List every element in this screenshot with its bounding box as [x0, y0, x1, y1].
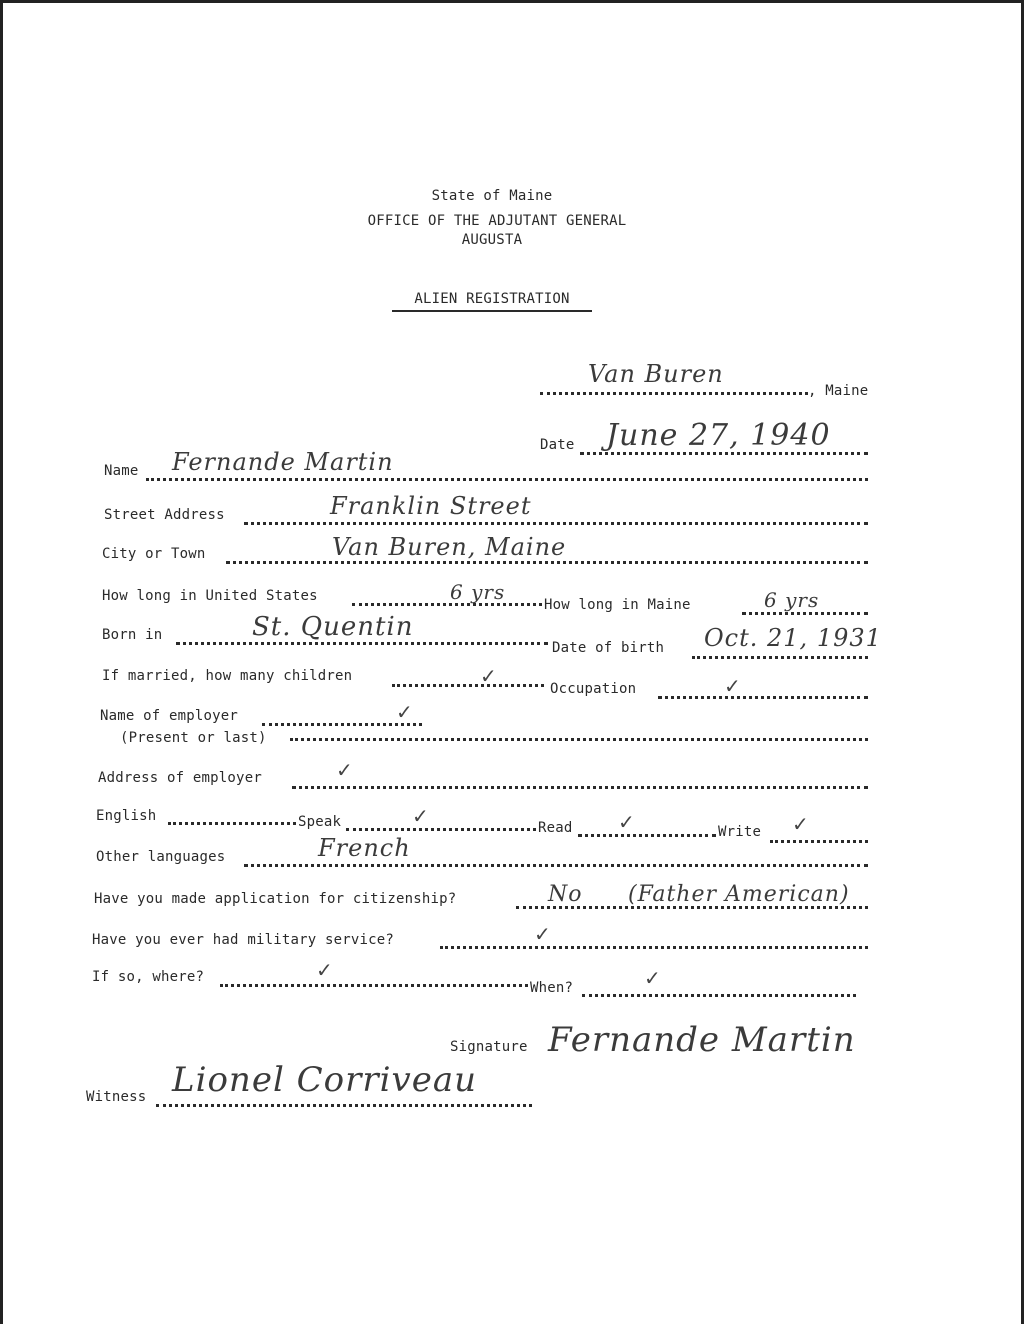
- city-label: City or Town: [102, 546, 206, 562]
- how-long-us-value: 6 yrs: [450, 580, 506, 604]
- how-long-maine-value: 6 yrs: [764, 588, 820, 612]
- scan-edge-top: [0, 0, 1024, 3]
- citizenship-note: (Father American): [628, 882, 850, 907]
- employer-address-check-icon: ✓: [336, 758, 353, 782]
- dob-value: Oct. 21, 1931: [704, 624, 882, 652]
- employer-sublabel: (Present or last): [120, 730, 267, 746]
- english-dots-4: [770, 840, 868, 847]
- how-long-maine-label: How long in Maine: [544, 597, 691, 613]
- when-dots: [582, 994, 856, 1001]
- english-write-label: Write: [718, 824, 762, 840]
- other-languages-label: Other languages: [96, 849, 226, 865]
- other-languages-value: French: [318, 834, 411, 862]
- read-check-icon: ✓: [618, 810, 635, 834]
- employer-address-label: Address of employer: [98, 770, 262, 786]
- born-in-dots: [176, 642, 548, 649]
- where-dots: [220, 984, 528, 991]
- when-check-icon: ✓: [644, 966, 661, 990]
- employer-check-icon: ✓: [396, 700, 413, 724]
- citizenship-label: Have you made application for citizenship?: [94, 891, 457, 907]
- write-check-icon: ✓: [792, 812, 809, 836]
- citizenship-dots: [516, 906, 868, 913]
- military-check-icon: ✓: [534, 922, 551, 946]
- born-in-label: Born in: [102, 627, 163, 643]
- street-dots: [244, 522, 868, 529]
- witness-dots: [156, 1104, 532, 1111]
- children-label: If married, how many children: [102, 668, 353, 684]
- employer-dots-1: [262, 723, 422, 730]
- occupation-check-icon: ✓: [724, 674, 741, 698]
- speak-check-icon: ✓: [412, 804, 429, 828]
- date-value: June 27, 1940: [606, 418, 831, 453]
- name-value: Fernande Martin: [172, 448, 394, 476]
- witness-value: Lionel Corriveau: [172, 1060, 477, 1100]
- occupation-label: Occupation: [550, 681, 637, 697]
- place-dots: [540, 392, 808, 399]
- date-dots: [580, 452, 868, 459]
- other-languages-dots: [244, 864, 868, 871]
- military-label: Have you ever had military service?: [92, 932, 395, 948]
- dob-dots: [692, 656, 868, 663]
- header-office: OFFICE OF THE ADJUTANT GENERAL: [367, 213, 627, 229]
- street-label: Street Address: [104, 507, 225, 523]
- witness-label: Witness: [86, 1089, 147, 1105]
- children-dots: [392, 684, 544, 691]
- employer-address-dots: [292, 786, 868, 793]
- when-label: When?: [530, 980, 574, 996]
- how-long-maine-dots: [742, 612, 868, 619]
- how-long-us-dots: [352, 603, 542, 610]
- children-check-icon: ✓: [480, 664, 497, 688]
- occupation-dots: [658, 696, 868, 703]
- header-city: AUGUSTA: [461, 232, 523, 248]
- employer-label: Name of employer: [100, 708, 239, 724]
- english-speak-label: Speak: [298, 814, 342, 830]
- employer-dots-2: [290, 738, 868, 745]
- military-dots: [440, 946, 868, 953]
- citizenship-value: No: [548, 882, 583, 907]
- city-dots: [226, 561, 868, 568]
- date-label: Date: [540, 437, 575, 453]
- header-state: State of Maine: [431, 188, 553, 204]
- signature-label: Signature: [450, 1039, 528, 1055]
- dob-label: Date of birth: [552, 640, 665, 656]
- city-value: Van Buren, Maine: [332, 533, 567, 561]
- english-read-label: Read: [538, 820, 573, 836]
- scan-edge-left: [0, 0, 3, 1324]
- english-dots-1: [168, 822, 296, 829]
- name-label: Name: [104, 463, 139, 479]
- name-dots: [146, 478, 868, 485]
- english-dots-3: [578, 834, 716, 841]
- english-label: English: [96, 808, 157, 824]
- where-label: If so, where?: [92, 969, 205, 985]
- born-in-value: St. Quentin: [252, 612, 414, 642]
- place-suffix: , Maine: [808, 383, 869, 399]
- street-value: Franklin Street: [330, 492, 532, 520]
- how-long-us-label: How long in United States: [102, 588, 318, 604]
- place-value: Van Buren: [588, 360, 724, 388]
- where-check-icon: ✓: [316, 958, 333, 982]
- signature-value: Fernande Martin: [548, 1020, 856, 1060]
- form-title: ALIEN REGISTRATION: [392, 291, 592, 312]
